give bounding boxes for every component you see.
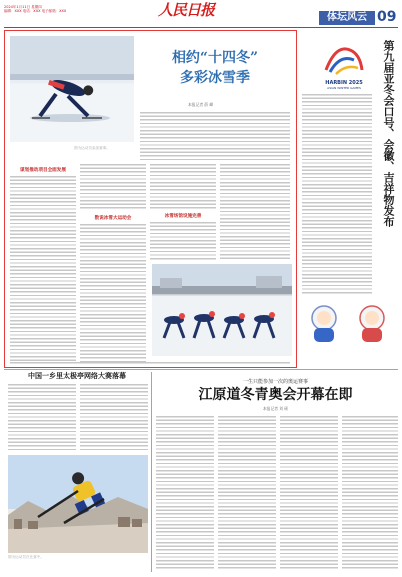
bottom-left-headline: 中国一乡里太极亭网络大赛落幕 (28, 372, 126, 380)
event-name: HARBIN 2025 (325, 80, 363, 86)
feature-lead-text (140, 112, 290, 160)
feature-column-1 (10, 176, 76, 362)
speed-skating-illustration (152, 264, 292, 356)
photo-caption: 图为运动员参加赛事。 (74, 146, 110, 150)
skier-illustration (8, 455, 148, 553)
sidebar-headline: 第九届亚冬会口号、会徽、吉祥物发布 (382, 40, 395, 227)
bottom-right-column-1 (156, 416, 214, 570)
feature-title-line1: 相约“十四冬” (171, 50, 259, 66)
page-number: 09 (377, 9, 397, 25)
dateline-contact: 编辑：XXX 电话：XXX 电子邮箱：XXX (4, 9, 67, 13)
bottom-right-column-4 (342, 416, 398, 570)
bottom-left-column-1 (8, 384, 76, 452)
feature-column-3 (150, 222, 216, 260)
bottom-right-byline: 本报记者 刘 硕 (262, 406, 289, 411)
skater-photo (10, 36, 134, 142)
bottom-right-pretitle: 一生只能参加一次的奥运赛事 (242, 379, 308, 385)
feature-byline: 本报记者 薛 峰 (188, 102, 214, 107)
feature-column-3a (150, 164, 216, 210)
speed-skating-photo (152, 264, 292, 356)
bottom-right-column-3 (280, 416, 338, 570)
header-rule (4, 27, 398, 28)
newspaper-logo: 人民日报 (158, 1, 215, 19)
mascot-icon (302, 300, 396, 346)
ski-photo-caption: 图为运动员在比赛中。 (8, 555, 44, 559)
section-head-2: 数说冰雪大运动会 (94, 216, 132, 221)
sidebar-body-text (302, 94, 372, 294)
masthead (0, 0, 402, 30)
skater-illustration (10, 36, 134, 142)
feature-column-2a (80, 164, 146, 210)
section-head-1: 谋划推动项目全面发展 (20, 168, 66, 173)
harbin-2025-emblem (320, 40, 368, 82)
section-head-3: 冰雪场馆设施完善 (164, 214, 202, 219)
feature-title (140, 48, 290, 88)
section-divider (4, 369, 398, 370)
column-name: 体坛风云 (319, 11, 375, 25)
bottom-right-column-2 (218, 416, 276, 570)
column-divider (151, 372, 152, 572)
feature-title-line2: 多彩冰雪季 (180, 70, 250, 86)
feature-column-4 (220, 164, 290, 260)
feature-column-2 (80, 224, 146, 362)
harbin-2025-wordmark (314, 80, 374, 90)
feature-footer-line (10, 362, 290, 365)
mascots-illustration (302, 300, 396, 346)
emblem-icon (320, 40, 368, 82)
event-subtitle: ASIAN WINTER GAMES (327, 86, 361, 90)
bottom-right-headline: 江原道冬青奥会开幕在即 (198, 387, 353, 403)
bottom-left-column-2 (80, 384, 148, 452)
dateline-date: 2024年1月11日 星期四 (4, 5, 42, 9)
ski-jump-photo (8, 455, 148, 553)
dateline (4, 5, 66, 13)
